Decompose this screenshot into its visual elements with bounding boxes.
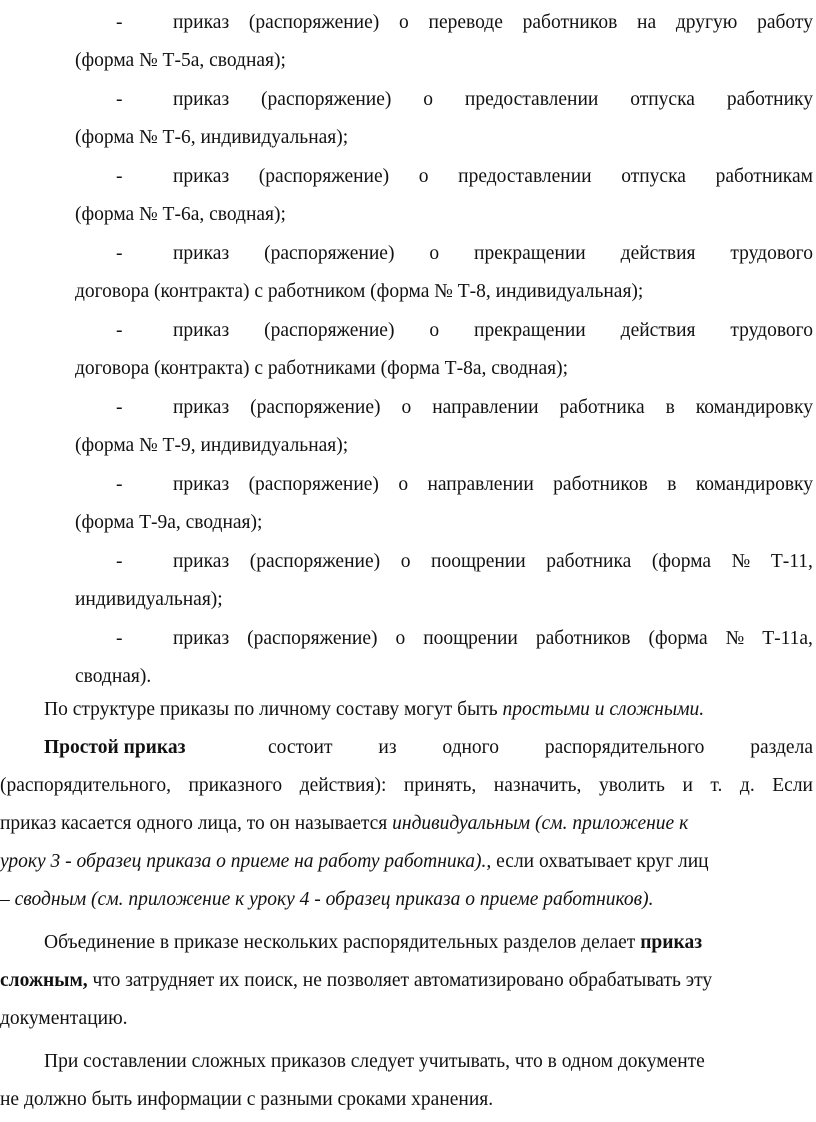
list-item-line: приказ (распоряжение) о направлении работника в командировку bbox=[173, 397, 813, 418]
list-dash: - bbox=[116, 12, 123, 33]
list-item-line: приказ (распоряжение) о поощрении работников (форма № Т-11а, bbox=[173, 628, 813, 649]
list-dash: - bbox=[116, 166, 123, 187]
list-dash: - bbox=[116, 397, 123, 418]
list-item-continuation: (форма № Т-6а, сводная); bbox=[75, 204, 286, 225]
list-dash: - bbox=[116, 243, 123, 264]
list-item-line: приказ (распоряжение) о предоставлении отпуска работнику bbox=[173, 89, 813, 110]
list-item-line: приказ (распоряжение) о переводе работников на другую работу bbox=[173, 12, 813, 33]
document-page: - приказ (распоряжение) о переводе работников на другую работу (форма № Т-5а, сводная); - приказ (распоряжение) о предоставлении отпуска работнику (форма № Т-6, индивидуальная); - приказ (распоряжение) о предоставлении отпуска работникам (форма № Т-6а, сводная); - приказ (распоряжение) о прекращении действия трудового договора (контракта) с работником (форма № Т-8, индивидуальная); - приказ (распоряжение) о прекращении действия трудового договора (контракта) с работниками (форма Т-8а, сводная); - приказ (распоряжение) о направлении работника в командировку (форма № Т-9, индивидуальная); - приказ (распоряжение) о направлении работников в командировку (форма Т-9а, сводная); - приказ (распоряжение) о поощрении работника (форма № Т-11, индивидуальная); - приказ (распоряжение) о поощрении работников (форма № Т-11а, сводная). По структуре приказы по личному составу могут быть простыми и сложными. Простой приказ состоит из одного распорядительного раздела (распорядительного, приказного действия): принять, назначить, уволить и т. д. Если приказ касается одного лица, то он называется индивидуальным (см. приложение к уроку 3 - образец приказа о приеме на работу работника)., если охватывает круг лиц – сводным (см. приложение к уроку 4 - образец приказа о приеме работников). Объединение в приказе нескольких распорядительных разделов делает приказ сложным, что затрудняет их поиск, не позволяет автоматизировано обрабатывать эту документацию. При составлении сложных приказов следует учитывать, что в одном документе не должно быть информации с разными сроками хранения. bbox=[0, 12, 813, 1110]
list-item-line: приказ (распоряжение) о поощрении работника (форма № Т-11, bbox=[173, 551, 813, 572]
list-dash: - bbox=[116, 628, 123, 649]
list-dash: - bbox=[116, 89, 123, 110]
list-dash: - bbox=[116, 551, 123, 572]
list-item-continuation: (форма № Т-5а, сводная); bbox=[75, 50, 286, 71]
list-item-line: приказ (распоряжение) о направлении работников в командировку bbox=[173, 474, 813, 495]
list-item-continuation: договора (контракта) с работником (форма № Т-8, индивидуальная); bbox=[75, 281, 644, 302]
paragraph-structure: По структуре приказы по личному составу могут быть простыми и сложными. bbox=[44, 699, 705, 720]
list-item-continuation: договора (контракта) с работниками (форма Т-8а, сводная); bbox=[75, 358, 569, 379]
list-item-continuation: (форма Т-9а, сводная); bbox=[75, 512, 263, 533]
list-item-continuation: (форма № Т-9, индивидуальная); bbox=[75, 435, 349, 456]
list-item-line: приказ (распоряжение) о предоставлении отпуска работникам bbox=[173, 166, 813, 187]
list-item-continuation: (форма № Т-6, индивидуальная); bbox=[75, 127, 349, 148]
list-item-continuation: сводная). bbox=[75, 666, 152, 687]
list-dash: - bbox=[116, 474, 123, 495]
list-item-line: приказ (распоряжение) о прекращении действия трудового bbox=[173, 243, 813, 264]
list-dash: - bbox=[116, 320, 123, 341]
list-item-continuation: индивидуальная); bbox=[75, 589, 223, 610]
list-item-line: приказ (распоряжение) о прекращении действия трудового bbox=[173, 320, 813, 341]
